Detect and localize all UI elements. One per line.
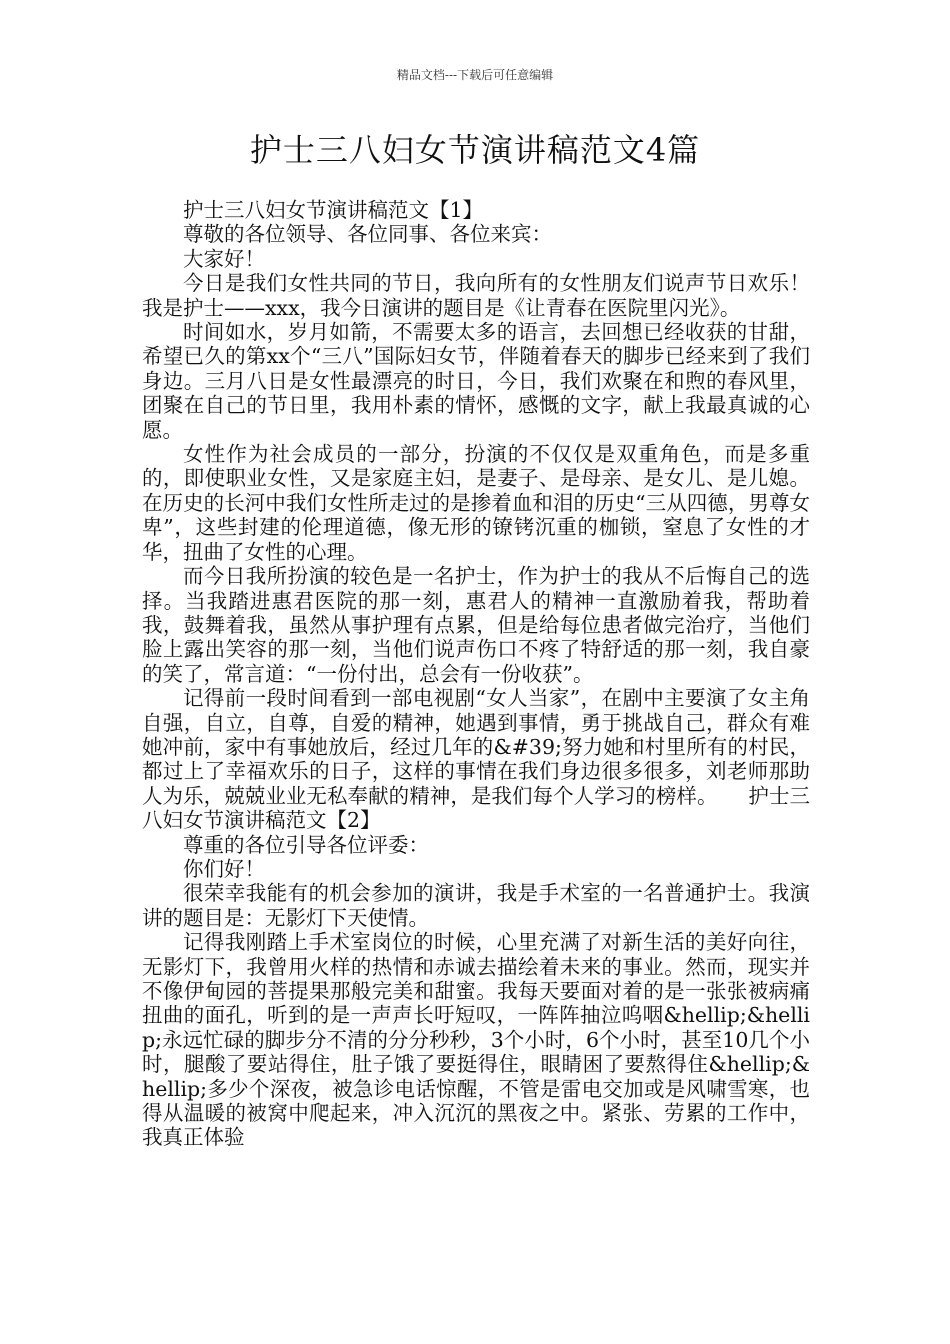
paragraph: 记得我刚踏上手术室岗位的时候，心里充满了对新生活的美好向往，无影灯下，我曾用火样的热情和赤诚去描绘着未来的事业。然而，现实并不像伊甸园的菩提果那般完美和甜蜜。我每天要面对着的是一张张被病痛扭曲的面孔，听到的是一声声长吁短叹，一阵阵抽泣呜咽&hellip;&hellip;永远忙碌的脚步分不清的分分秒秒，3个小时，6个小时，甚至10几个小时，腿酸了要站得住，肚子饿了要挺得住，眼睛困了要熬得住&hellip;&hellip;多少个深夜，被急诊电话惊醒，不管是雷电交加或是风啸雪寒，也得从温暖的被窝中爬起来，冲入沉沉的黑夜之中。紧张、劳累的工作中，我真正体验 <box>142 930 810 1150</box>
document-title: 护士三八妇女节演讲稿范文4篇 <box>249 131 701 169</box>
section-heading-1: 护士三八妇女节演讲稿范文【1】 <box>183 198 484 222</box>
paragraph: 女性作为社会成员的一部分，扮演的不仅仅是双重角色，而是多重的，即使职业女性，又是家庭主妇，是妻子、是母亲、是女儿、是儿媳。在历史的长河中我们女性所走过的是掺着血和泪的历史“三从四德，男尊女卑”，这些封建的伦理道德，像无形的镣铐沉重的枷锁，窒息了女性的才华，扭曲了女性的心理。 <box>142 442 810 564</box>
paragraph: 记得前一段时间看到一部电视剧“女人当家”，在剧中主要演了女主角自强，自立，自尊，自爱的精神，她遇到事情，勇于挑战自己，群众有难她冲前，家中有事她放后，经过几年的&#39;努力她和村里所有的村民，都过上了幸福欢乐的日子，这样的事情在我们身边很多很多，刘老师那助人为乐，兢兢业业无私奉献的精神，是我们每个人学习的榜样。 护士三八妇女节演讲稿范文【2】 <box>142 686 810 833</box>
paragraph: 时间如水，岁月如箭，不需要太多的语言，去回想已经收获的甘甜，希望已久的第xx个“三八”国际妇女节，伴随着春天的脚步已经来到了我们身边。三月八日是女性最漂亮的时日，今日，我们欢聚在和煦的春风里，团聚在自己的节日里，我用朴素的情怀，感慨的文字，献上我最真诚的心愿。 <box>142 320 810 442</box>
paragraph: 很荣幸我能有的机会参加的演讲，我是手术室的一名普通护士。我演讲的题目是：无影灯下天使情。 <box>142 881 810 930</box>
salutation: 尊敬的各位领导、各位同事、各位来宾： <box>183 222 552 247</box>
paragraph: 今日是我们女性共同的节日，我向所有的女性朋友们说声节日欢乐！我是护士——xxx，我今日演讲的题目是《让青春在医院里闪光》。 <box>142 271 810 320</box>
greeting: 你们好！ <box>183 856 265 881</box>
header-note: 精品文档---下载后可任意编辑 <box>396 68 554 82</box>
document-body <box>142 198 810 1150</box>
greeting: 大家好！ <box>183 246 265 271</box>
paragraph: 而今日我所扮演的较色是一名护士，作为护士的我从不后悔自己的选择。当我踏进惠君医院的那一刻，惠君人的精神一直激励着我，帮助着我，鼓舞着我，虽然从事护理有点累，但是给每位患者做完治疗，当他们脸上露出笑容的那一刻，当他们说声伤口不疼了特舒适的那一刻，我自豪的笑了，常言道：“一份付出，总会有一份收获”。 <box>142 564 810 686</box>
salutation: 尊重的各位引导各位评委： <box>183 832 429 857</box>
